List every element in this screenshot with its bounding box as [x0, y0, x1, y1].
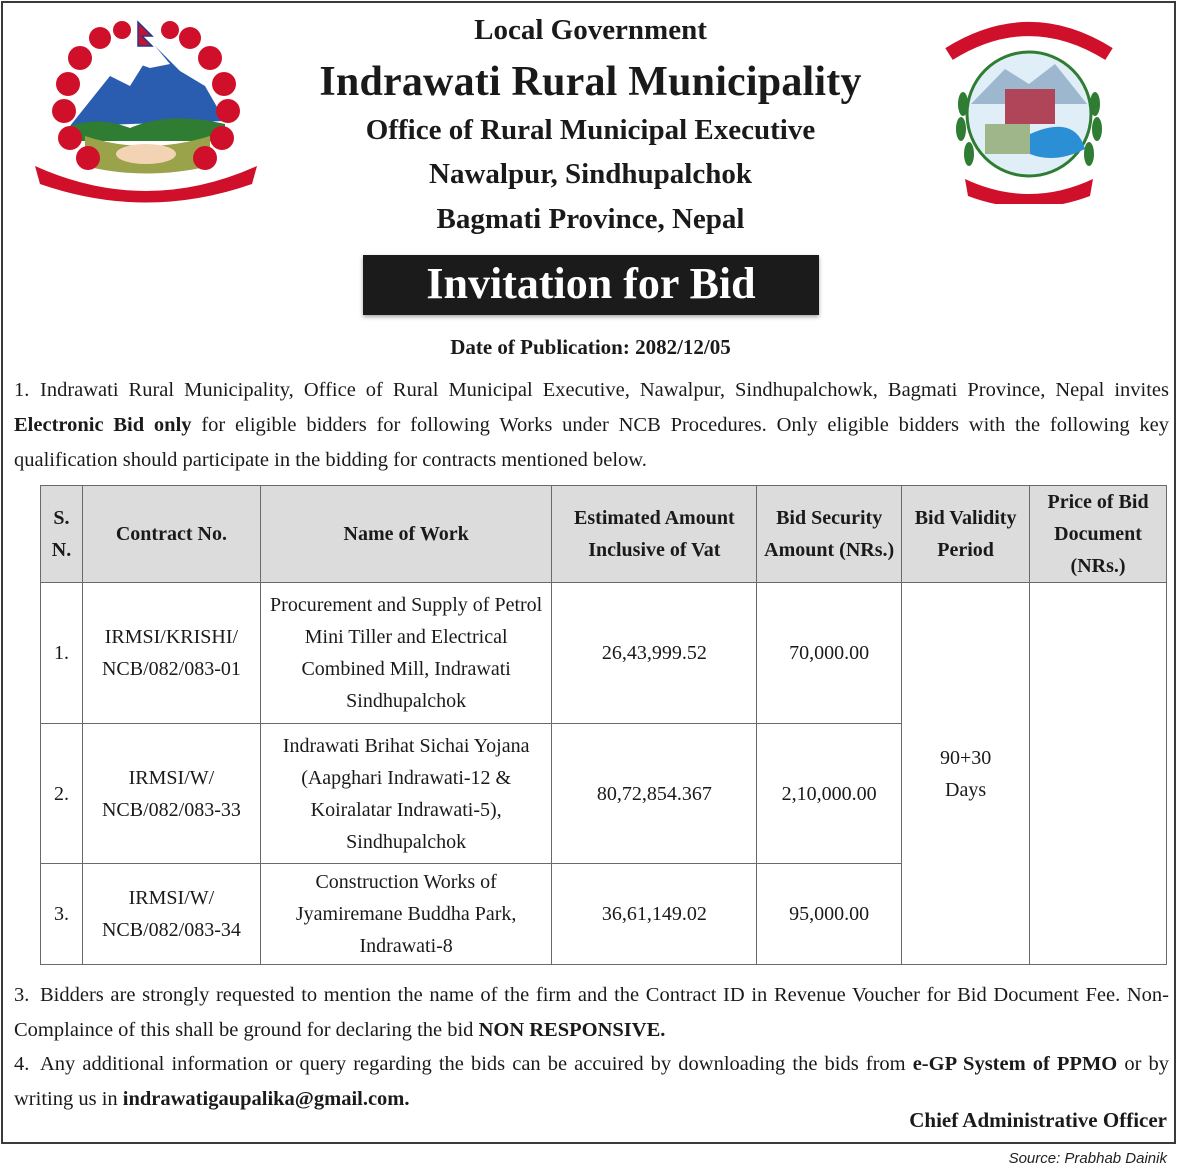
invitation-for-bid-banner: Invitation for Bid: [363, 255, 819, 315]
cell-contract-no: IRMSI/KRISHI/ NCB/082/083-01: [82, 583, 260, 724]
paragraph-text: or by writing us in: [14, 1053, 1170, 1110]
province-heading: Bagmati Province, Nepal: [436, 203, 745, 235]
cell-sn: 3.: [41, 864, 83, 965]
municipality-title: Indrawati Rural Municipality: [319, 59, 862, 105]
cell-bid-security: 2,10,000.00: [757, 724, 902, 864]
paragraph-number: 3.: [14, 984, 30, 1006]
paragraph-text: for eligible bidders for following Works under NCB Procedures. Only eligible bidders with the following key qualification should participate in the bidding for contracts mentioned below.: [14, 414, 1169, 471]
paragraph-4: [14, 1047, 1169, 1117]
paragraph-number: 1.: [14, 379, 30, 401]
header-bid-validity: Bid Validity Period: [902, 486, 1030, 583]
cell-estimated-amount: 26,43,999.52: [552, 583, 757, 724]
header-name-of-work: Name of Work: [260, 486, 552, 583]
table-row: [41, 583, 1167, 724]
header-sn: S. N.: [41, 486, 83, 583]
cell-estimated-amount: 80,72,854.367: [552, 724, 757, 864]
cell-contract-no: IRMSI/W/ NCB/082/083-33: [82, 724, 260, 864]
paragraph-1: [14, 373, 1169, 478]
address-heading: Nawalpur, Sindhupalchok: [429, 158, 752, 190]
paragraph-3: [14, 978, 1169, 1048]
signer-title: Chief Administrative Officer: [909, 1108, 1167, 1132]
cell-bid-security: 95,000.00: [757, 864, 902, 965]
cell-bid-security: 70,000.00: [757, 583, 902, 724]
paragraph-text: Indrawati Rural Municipality, Office of Rural Municipal Executive, Nawalpur, Sindhupalchowk, Bagmati Province, Nepal invites: [40, 379, 1169, 401]
bids-table: [40, 485, 1167, 965]
cell-name-of-work: Construction Works of Jyamiremane Buddha Park, Indrawati-8: [260, 864, 552, 965]
non-responsive-emphasis: NON RESPONSIVE.: [478, 1019, 666, 1041]
header-contract-no: Contract No.: [82, 486, 260, 583]
cell-sn: 1.: [41, 583, 83, 724]
cell-bid-validity-merged: 90+30 Days: [902, 583, 1030, 965]
source-credit: Source: Prabhab Dainik: [1008, 1150, 1167, 1167]
electronic-bid-emphasis: Electronic Bid only: [14, 414, 192, 436]
cell-name-of-work: Indrawati Brihat Sichai Yojana (Aapghari Indrawati-12 & Koiralatar Indrawati-5), Sindhupalchok: [260, 724, 552, 864]
egp-system-emphasis: e-GP System of PPMO: [912, 1053, 1118, 1075]
header-bid-security: Bid Security Amount (NRs.): [757, 486, 902, 583]
paragraph-text: Any additional information or query regarding the bids can be accuired by downloading the bids from: [40, 1053, 913, 1075]
office-heading: Office of Rural Municipal Executive: [365, 114, 816, 146]
contact-email[interactable]: indrawatigaupalika@gmail.com.: [122, 1088, 410, 1110]
header-estimated-amount: Estimated Amount Inclusive of Vat: [552, 486, 757, 583]
header-price-of-document: Price of Bid Document (NRs.): [1030, 486, 1167, 583]
cell-estimated-amount: 36,61,149.02: [552, 864, 757, 965]
cell-contract-no: IRMSI/W/ NCB/082/083-34: [82, 864, 260, 965]
cell-sn: 2.: [41, 724, 83, 864]
paragraph-number: 4.: [14, 1053, 30, 1075]
cell-price-of-document-merged: [1030, 583, 1167, 965]
government-level-heading: Local Government: [474, 14, 707, 46]
publication-date: Date of Publication: 2082/12/05: [450, 335, 731, 359]
cell-name-of-work: Procurement and Supply of Petrol Mini Tiller and Electrical Combined Mill, Indrawati Sindhupalchok: [260, 583, 552, 724]
table-header-row: [41, 486, 1167, 583]
paragraph-text: Bidders are strongly requested to mention the name of the firm and the Contract ID in Revenue Voucher for Bid Document Fee. Non-Complaince of this shall be ground for declaring the bid: [14, 984, 1169, 1041]
